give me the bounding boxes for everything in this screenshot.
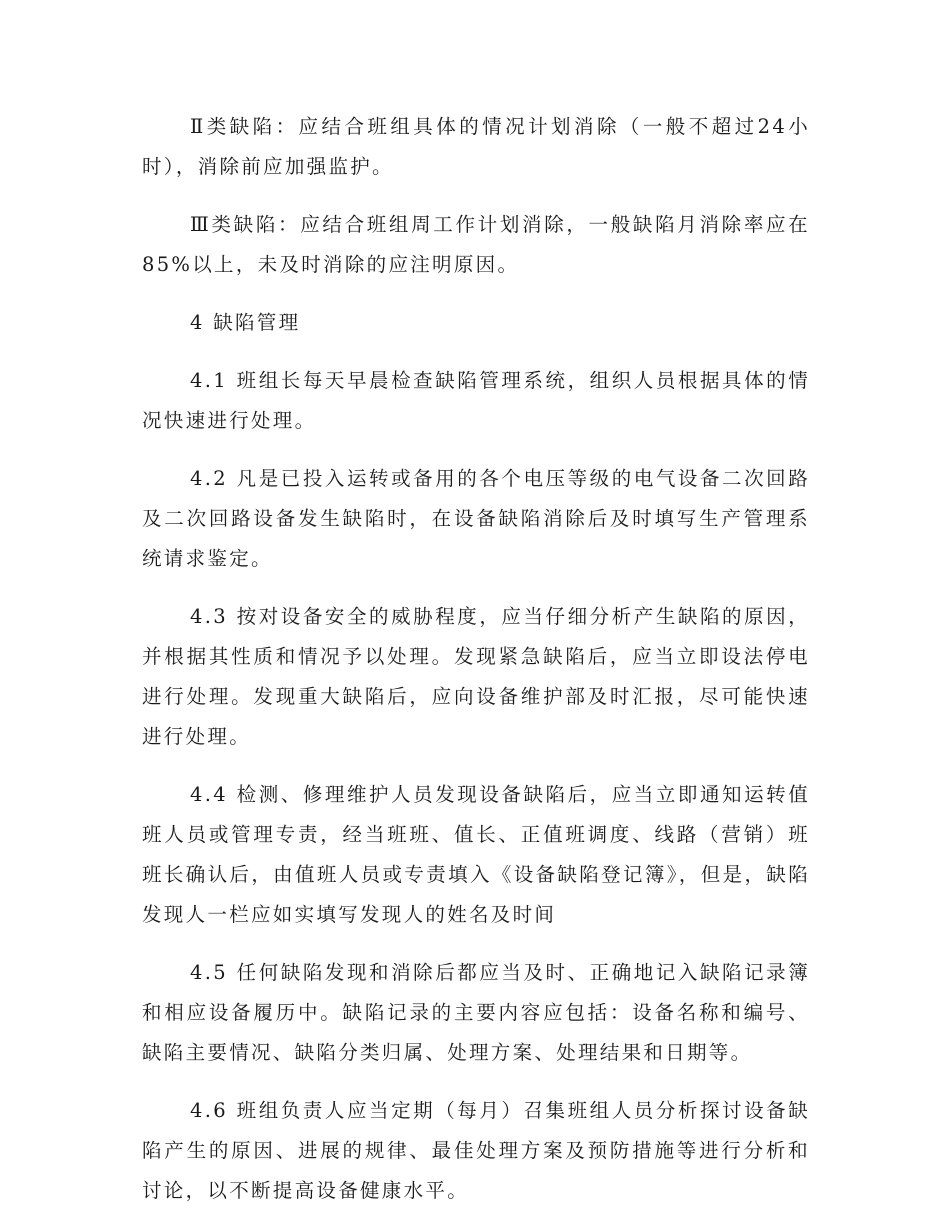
paragraph-defect-class-2: Ⅱ类缺陷：应结合班组具体的情况计划消除（一般不超过24小时），消除前应加强监护。: [142, 115, 810, 178]
document-body: [142, 107, 810, 1229]
paragraph-4-4: 4.4 检测、修理维护人员发现设备缺陷后，应当立即通知运转值班人员或管理专责，经当班班、值长、正值班调度、线路（营销）班班长确认后，由值班人员或专责填入《设备缺陷登记簿》，但是，缺陷发现人一栏应如实填写发现人的姓名及时间: [142, 783, 810, 926]
section-heading-defect-management: 4 缺陷管理: [190, 311, 301, 334]
paragraph-4-5: 4.5 任何缺陷发现和消除后都应当及时、正确地记入缺陷记录簿和相应设备履历中。缺陷记录的主要内容应包括：设备名称和编号、缺陷主要情况、缺陷分类归属、处理方案、处理结果和日期等。: [142, 961, 810, 1064]
paragraph-4-2: 4.2 凡是已投入运转或备用的各个电压等级的电气设备二次回路及二次回路设备发生缺陷时，在设备缺陷消除后及时填写生产管理系统请求鉴定。: [142, 467, 810, 570]
paragraph-4-6: 4.6 班组负责人应当定期（每月）召集班组人员分析探讨设备缺陷产生的原因、进展的规律、最佳处理方案及预防措施等进行分析和讨论，以不断提高设备健康水平。: [142, 1099, 810, 1202]
paragraph-defect-class-3: Ⅲ类缺陷：应结合班组周工作计划消除，一般缺陷月消除率应在85%以上，未及时消除的应注明原因。: [142, 213, 810, 276]
paragraph-4-1: 4.1 班组长每天早晨检查缺陷管理系统，组织人员根据具体的情况快速进行处理。: [142, 369, 810, 432]
paragraph-4-3: 4.3 按对设备安全的威胁程度，应当仔细分析产生缺陷的原因，并根据其性质和情况予以处理。发现紧急缺陷后，应当立即设法停电进行处理。发现重大缺陷后，应向设备维护部及时汇报，尽可能快速进行处理。: [142, 605, 810, 748]
